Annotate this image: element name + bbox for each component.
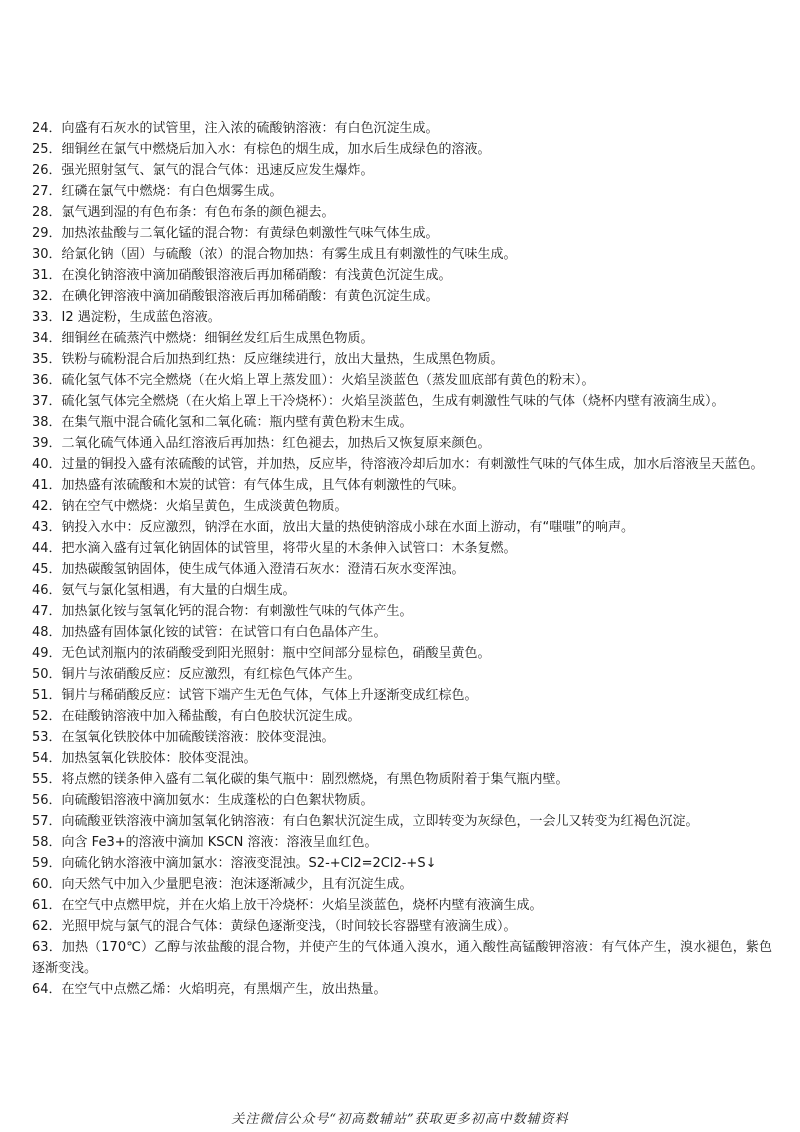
list-item: 35．铁粉与硫粉混合后加热到红热：反应继续进行，放出大量热，生成黑色物质。	[32, 352, 504, 367]
list-item: 38．在集气瓶中混合硫化氢和二氧化硫：瓶内壁有黄色粉末生成。	[32, 415, 413, 430]
list-item: 39．二氧化硫气体通入品红溶液后再加热：红色褪去，加热后又恢复原来颜色。	[32, 436, 491, 451]
document-body	[32, 118, 772, 1000]
list-item: 59．向硫化钠水溶液中滴加氯水：溶液变混浊。S2-+Cl2=2Cl2-+S↓	[32, 856, 437, 871]
list-item: 57．向硫酸亚铁溶液中滴加氢氧化钠溶液：有白色絮状沉淀生成，立即转变为灰绿色，一会儿又转变为红褐色沉淀。	[32, 814, 699, 829]
list-item: 63．加热（170℃）乙醇与浓盐酸的混合物，并使产生的气体通入溴水，通入酸性高锰酸钾溶液：有气体产生，溴水褪色，紫色逐渐变浅。	[32, 940, 772, 976]
list-item: 43．钠投入水中：反应激烈，钠浮在水面，放出大量的热使钠溶成小球在水面上游动，有“嗤嗤”的响声。	[32, 520, 635, 535]
list-item: 33．I2 遇淀粉，生成蓝色溶液。	[32, 310, 221, 325]
list-item: 49．无色试剂瓶内的浓硝酸受到阳光照射：瓶中空间部分显棕色，硝酸呈黄色。	[32, 646, 491, 661]
list-item: 27．红磷在氯气中燃烧：有白色烟雾生成。	[32, 184, 283, 199]
list-item: 60．向天然气中加入少量肥皂液：泡沫逐渐减少，且有沉淀生成。	[32, 877, 413, 892]
list-item: 28．氯气遇到湿的有色布条：有色布条的颜色褪去。	[32, 205, 335, 220]
list-item: 56．向硫酸铝溶液中滴加氨水：生成蓬松的白色絮状物质。	[32, 793, 374, 808]
list-item: 45．加热碳酸氢钠固体，使生成气体通入澄清石灰水：澄清石灰水变浑浊。	[32, 562, 465, 577]
list-item: 29．加热浓盐酸与二氧化锰的混合物：有黄绿色刺激性气味气体生成。	[32, 226, 439, 241]
footer-note: 关注微信公众号“初高数辅站”获取更多初高中数辅资料	[231, 1112, 569, 1127]
list-item: 24．向盛有石灰水的试管里，注入浓的硫酸钠溶液：有白色沉淀生成。	[32, 121, 439, 136]
list-item: 55．将点燃的镁条伸入盛有二氧化碳的集气瓶中：剧烈燃烧，有黑色物质附着于集气瓶内壁。	[32, 772, 569, 787]
list-item: 61．在空气中点燃甲烷，并在火焰上放干冷烧杯：火焰呈淡蓝色，烧杯内壁有液滴生成。	[32, 898, 543, 913]
list-item: 36．硫化氢气体不完全燃烧（在火焰上罩上蒸发皿）：火焰呈淡蓝色（蒸发皿底部有黄色的粉末）。	[32, 373, 595, 388]
list-item: 58．向含 Fe3+的溶液中滴加 KSCN 溶液：溶液呈血红色。	[32, 835, 378, 850]
list-item: 44．把水滴入盛有过氧化钠固体的试管里，将带火星的木条伸入试管口：木条复燃。	[32, 541, 517, 556]
list-item: 31．在溴化钠溶液中滴加硝酸银溶液后再加稀硝酸：有浅黄色沉淀生成。	[32, 268, 452, 283]
list-item: 53．在氢氧化铁胶体中加硫酸镁溶液：胶体变混浊。	[32, 730, 335, 745]
list-item: 30．给氯化钠（固）与硫酸（浓）的混合物加热：有雾生成且有刺激性的气味生成。	[32, 247, 517, 262]
list-item: 40．过量的铜投入盛有浓硫酸的试管，并加热，反应毕，待溶液冷却后加水：有刺激性气味的气体生成，加水后溶液呈天蓝色。	[32, 457, 764, 472]
list-item: 48．加热盛有固体氯化铵的试管：在试管口有白色晶体产生。	[32, 625, 387, 640]
list-item: 32．在碘化钾溶液中滴加硝酸银溶液后再加稀硝酸：有黄色沉淀生成。	[32, 289, 439, 304]
list-item: 62．光照甲烷与氯气的混合气体：黄绿色逐渐变浅，（时间较长容器壁有液滴生成）。	[32, 919, 517, 934]
list-item: 42．钠在空气中燃烧：火焰呈黄色，生成淡黄色物质。	[32, 499, 348, 514]
list-item: 54．加热氢氧化铁胶体：胶体变混浊。	[32, 751, 257, 766]
list-item: 34．细铜丝在硫蒸汽中燃烧：细铜丝发红后生成黑色物质。	[32, 331, 374, 346]
list-item: 41．加热盛有浓硫酸和木炭的试管：有气体生成，且气体有刺激性的气味。	[32, 478, 465, 493]
list-item: 26．强光照射氢气、氯气的混合气体：迅速反应发生爆炸。	[32, 163, 374, 178]
list-item: 51．铜片与稀硝酸反应：试管下端产生无色气体，气体上升逐渐变成红棕色。	[32, 688, 478, 703]
list-item: 50．铜片与浓硝酸反应：反应激烈，有红棕色气体产生。	[32, 667, 361, 682]
list-item: 47．加热氯化铵与氢氧化钙的混合物：有刺激性气味的气体产生。	[32, 604, 413, 619]
list-item: 46．氨气与氯化氢相遇，有大量的白烟生成。	[32, 583, 296, 598]
list-item: 25．细铜丝在氯气中燃烧后加入水：有棕色的烟生成，加水后生成绿色的溶液。	[32, 142, 491, 157]
list-item: 37．硫化氢气体完全燃烧（在火焰上罩上干冷烧杯）：火焰呈淡蓝色，生成有刺激性气味的气体（烧杯内壁有液滴生成）。	[32, 394, 725, 409]
list-item: 52．在硅酸钠溶液中加入稀盐酸，有白色胶状沉淀生成。	[32, 709, 361, 724]
list-item: 64．在空气中点燃乙烯：火焰明亮，有黑烟产生，放出热量。	[32, 982, 387, 997]
